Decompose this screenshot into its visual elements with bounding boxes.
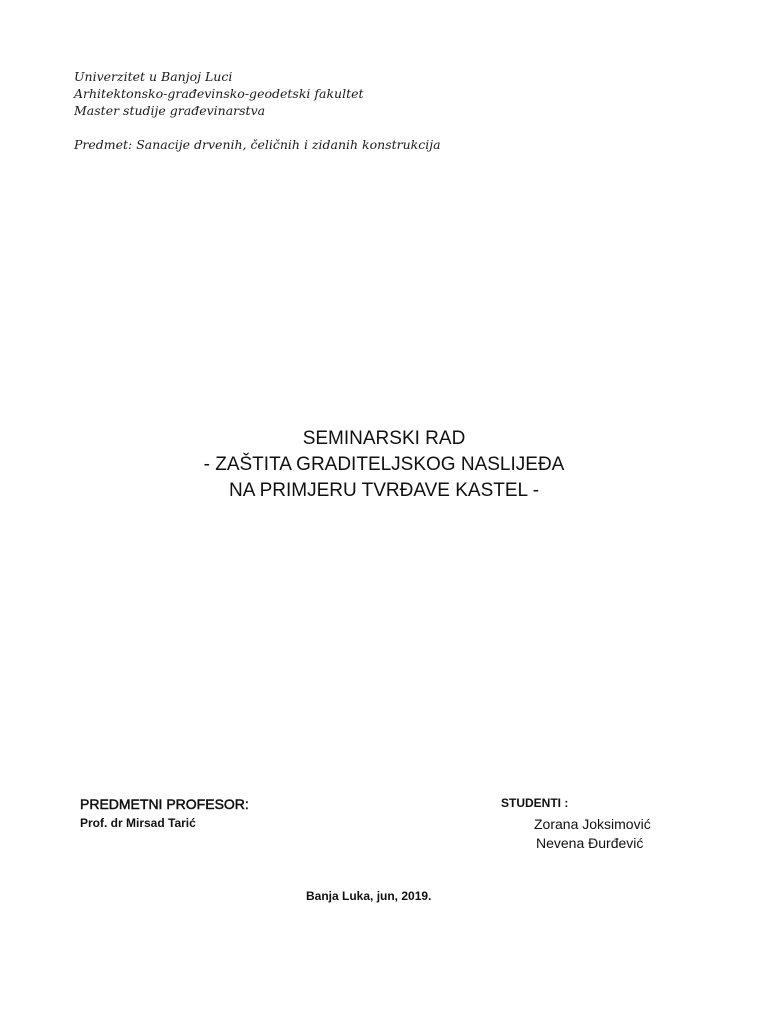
professor-name: Prof. dr Mirsad Tarić [80, 816, 196, 830]
student-name-2: Nevena Đurđević [536, 835, 644, 851]
faculty-name: Arhitektonsko-građevinsko-geodetski fakultet [74, 86, 364, 101]
title-line-3: NA PRIMJERU TVRĐAVE KASTEL - [228, 480, 540, 501]
professor-label: PREDMETNI PROFESOR: [80, 796, 249, 812]
student-name-1: Zorana Joksimović [534, 816, 651, 832]
place-and-date: Banja Luka, jun, 2019. [306, 889, 432, 903]
subject-line: Predmet: Sanacije drvenih, čeličnih i zidanih konstrukcija [74, 137, 441, 152]
students-label: STUDENTI : [501, 796, 569, 810]
title-line-1: SEMINARSKI RAD [302, 428, 466, 449]
title-line-2: - ZAŠTITA GRADITELJSKOG NASLIJEĐA [203, 454, 565, 475]
university-name: Univerzitet u Banjoj Luci [74, 69, 233, 84]
study-program: Master studije građevinarstva [74, 103, 266, 118]
